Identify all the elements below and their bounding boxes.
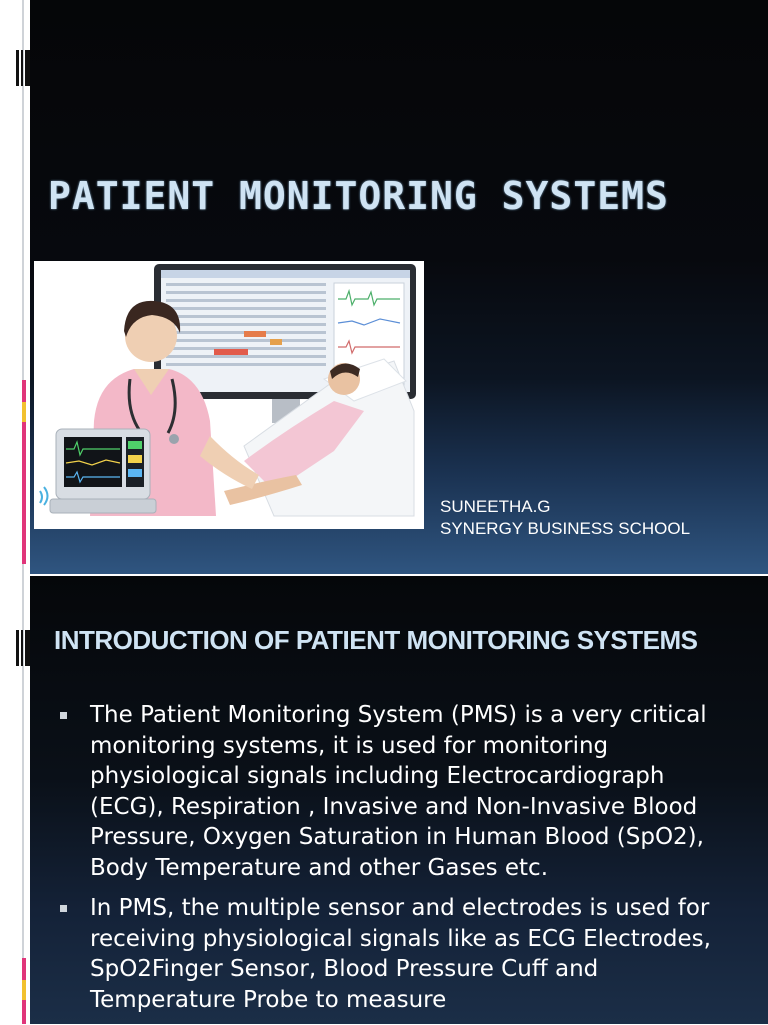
accent-bar-yellow: [22, 402, 26, 422]
film-mark: [16, 630, 30, 666]
square-bullet-icon: [60, 712, 67, 719]
slide-introduction-heading: INTRODUCTION OF PATIENT MONITORING SYSTEMS: [54, 625, 698, 655]
bullet-item: [60, 893, 740, 1015]
accent-bar-pink: [22, 380, 26, 402]
accent-bar-pink: [22, 958, 26, 980]
accent-bar-pink: [22, 422, 26, 564]
bullet-item: [60, 700, 740, 883]
presenter-school: SYNERGY BUSINESS SCHOOL: [440, 519, 691, 538]
nurse-patient-monitor-photo: [34, 261, 424, 529]
page-margin-strip: [0, 0, 30, 1024]
bullet-list: [60, 700, 740, 1025]
accent-bar-pink: [22, 1000, 26, 1024]
presenter-name: SUNEETHA.G: [440, 497, 551, 516]
bullet-text: In PMS, the multiple sensor and electrodes is used for receiving physiological signals like as ECG Electrodes, SpO2Finger Sensor, Blood Pressure Cuff and Temperature Probe to measure: [90, 895, 711, 1013]
presenter-info: [440, 496, 690, 540]
film-mark: [16, 50, 30, 86]
square-bullet-icon: [60, 905, 67, 912]
accent-bar-yellow: [22, 980, 26, 1000]
slide-title-heading: PATIENT MONITORING SYSTEMS: [48, 174, 669, 218]
bullet-text: The Patient Monitoring System (PMS) is a very critical monitoring systems, it is used for monitoring physiological signals including Electrocardiograph (ECG), Respiration , Invasive and Non-Invasive Blood Pressure, Oxygen Saturation in Human Blood (SpO2), Body Temperature and other Gases etc.: [90, 702, 707, 881]
